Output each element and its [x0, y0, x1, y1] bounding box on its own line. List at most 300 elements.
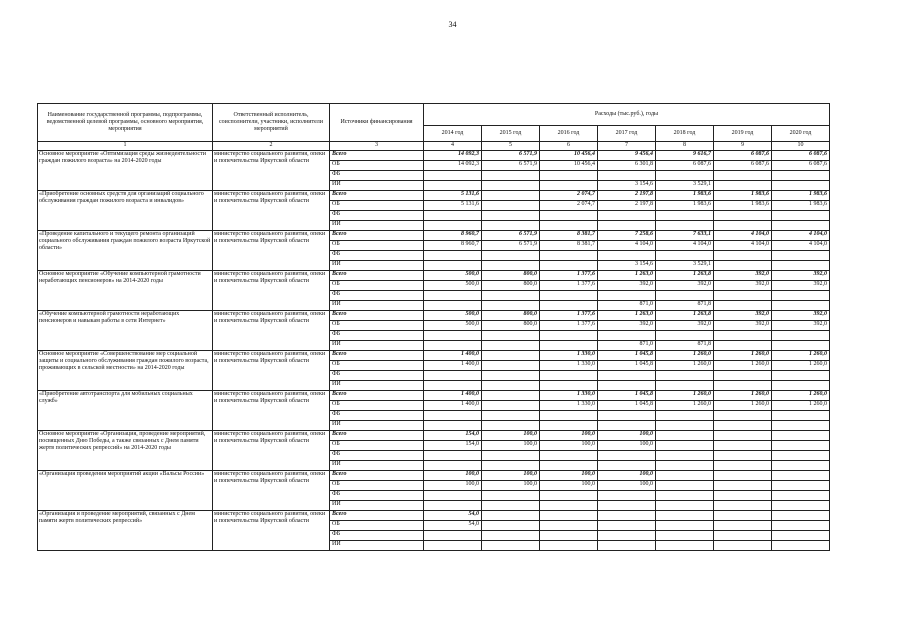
- budget-table: [37, 103, 830, 551]
- amount-cell: [482, 191, 540, 201]
- amount-cell: [772, 261, 830, 271]
- funding-source: ФБ: [330, 331, 424, 341]
- amount-cell: 1 400,0: [424, 361, 482, 371]
- amount-cell: [714, 341, 772, 351]
- amount-cell: 1 377,6: [540, 321, 598, 331]
- header-year: 2019 год: [714, 126, 772, 142]
- amount-cell: 392,0: [714, 271, 772, 281]
- amount-cell: [540, 301, 598, 311]
- amount-cell: [772, 211, 830, 221]
- responsible-executor: министерство социального развития, опеки и попечительства Иркутской области: [213, 271, 330, 311]
- funding-source: ИИ: [330, 381, 424, 391]
- funding-source: ОБ: [330, 521, 424, 531]
- amount-cell: 1 260,0: [714, 361, 772, 371]
- amount-cell: [714, 251, 772, 261]
- amount-cell: [714, 531, 772, 541]
- amount-cell: [482, 541, 540, 551]
- amount-cell: [772, 251, 830, 261]
- amount-cell: [424, 341, 482, 351]
- amount-cell: 4 104,0: [598, 241, 656, 251]
- header-executor: Ответственный исполнитель, соисполнители, участники, исполнители мероприятий: [213, 104, 330, 142]
- amount-cell: [656, 441, 714, 451]
- amount-cell: [656, 171, 714, 181]
- amount-cell: [540, 261, 598, 271]
- amount-cell: 54,0: [424, 511, 482, 521]
- funding-source: Всего: [330, 231, 424, 241]
- amount-cell: [540, 461, 598, 471]
- amount-cell: [540, 341, 598, 351]
- amount-cell: [424, 451, 482, 461]
- responsible-executor: министерство социального развития, опеки и попечительства Иркутской области: [213, 351, 330, 391]
- amount-cell: 1 377,6: [540, 271, 598, 281]
- amount-cell: 800,0: [482, 311, 540, 321]
- amount-cell: [714, 261, 772, 271]
- amount-cell: 6 087,6: [656, 161, 714, 171]
- amount-cell: [598, 411, 656, 421]
- amount-cell: 392,0: [772, 281, 830, 291]
- column-number: 3: [330, 142, 424, 151]
- amount-cell: [424, 531, 482, 541]
- activity-name: Основное мероприятие «Совершенствование мер социальной защиты и социального обслуживания граждан пожилого возраста, проживающих в сельской местности» на 2014-2020 годы: [38, 351, 213, 391]
- amount-cell: [772, 291, 830, 301]
- amount-cell: 3 154,6: [598, 261, 656, 271]
- amount-cell: [424, 501, 482, 511]
- funding-source: Всего: [330, 471, 424, 481]
- amount-cell: [424, 221, 482, 231]
- amount-cell: [656, 451, 714, 461]
- amount-cell: [424, 171, 482, 181]
- column-number: 5: [482, 142, 540, 151]
- amount-cell: [656, 211, 714, 221]
- amount-cell: [598, 501, 656, 511]
- amount-cell: 6 087,6: [772, 151, 830, 161]
- amount-cell: 1 260,0: [772, 391, 830, 401]
- amount-cell: 100,0: [540, 441, 598, 451]
- amount-cell: [482, 341, 540, 351]
- funding-source: ОБ: [330, 481, 424, 491]
- amount-cell: [424, 181, 482, 191]
- amount-cell: 392,0: [714, 281, 772, 291]
- amount-cell: [598, 461, 656, 471]
- amount-cell: [540, 521, 598, 531]
- amount-cell: [714, 441, 772, 451]
- amount-cell: [714, 541, 772, 551]
- funding-source: ФБ: [330, 371, 424, 381]
- amount-cell: [772, 181, 830, 191]
- amount-cell: 1 045,8: [598, 351, 656, 361]
- amount-cell: [656, 501, 714, 511]
- amount-cell: 6 571,9: [482, 161, 540, 171]
- amount-cell: 2 197,8: [598, 201, 656, 211]
- amount-cell: 9 616,7: [656, 151, 714, 161]
- header-sources: Источники финансирования: [330, 104, 424, 142]
- amount-cell: 1 330,0: [540, 351, 598, 361]
- amount-cell: [714, 491, 772, 501]
- funding-source: Всего: [330, 191, 424, 201]
- amount-cell: [714, 421, 772, 431]
- amount-cell: 871,8: [656, 301, 714, 311]
- amount-cell: [714, 181, 772, 191]
- amount-cell: [540, 511, 598, 521]
- amount-cell: 1 983,6: [714, 191, 772, 201]
- amount-cell: [424, 541, 482, 551]
- funding-source: ФБ: [330, 291, 424, 301]
- amount-cell: [598, 371, 656, 381]
- amount-cell: 5 131,6: [424, 191, 482, 201]
- amount-cell: 1 260,0: [772, 401, 830, 411]
- activity-name: «Организация и проведение мероприятий, связанных с Днем памяти жертв политических репрессий»: [38, 511, 213, 551]
- amount-cell: [482, 501, 540, 511]
- amount-cell: 1 260,0: [656, 391, 714, 401]
- amount-cell: 7 258,6: [598, 231, 656, 241]
- amount-cell: 8 381,7: [540, 231, 598, 241]
- table-row: [38, 311, 830, 321]
- amount-cell: [772, 381, 830, 391]
- amount-cell: [772, 441, 830, 451]
- amount-cell: 1 330,0: [540, 401, 598, 411]
- amount-cell: [598, 421, 656, 431]
- amount-cell: [540, 381, 598, 391]
- funding-source: ИИ: [330, 181, 424, 191]
- funding-source: ОБ: [330, 201, 424, 211]
- column-number: 2: [213, 142, 330, 151]
- amount-cell: 1 263,8: [656, 311, 714, 321]
- amount-cell: 2 074,7: [540, 191, 598, 201]
- amount-cell: 6 301,8: [598, 161, 656, 171]
- table-row: [38, 191, 830, 201]
- amount-cell: 100,0: [482, 471, 540, 481]
- activity-name: «Обучение компьютерной грамотности неработающих пенсионеров и навыкам работы в сети Интернет»: [38, 311, 213, 351]
- amount-cell: [482, 181, 540, 191]
- amount-cell: [714, 301, 772, 311]
- activity-name: «Приобретение основных средств для организаций социального обслуживания граждан пожилого возраста и инвалидов»: [38, 191, 213, 231]
- funding-source: ИИ: [330, 261, 424, 271]
- amount-cell: [424, 371, 482, 381]
- amount-cell: [598, 511, 656, 521]
- amount-cell: 800,0: [482, 321, 540, 331]
- amount-cell: [482, 381, 540, 391]
- amount-cell: [772, 301, 830, 311]
- amount-cell: [714, 221, 772, 231]
- amount-cell: 1 045,8: [598, 391, 656, 401]
- amount-cell: [540, 411, 598, 421]
- amount-cell: 4 104,0: [656, 241, 714, 251]
- amount-cell: 54,0: [424, 521, 482, 531]
- amount-cell: [482, 371, 540, 381]
- activity-name: «Приобретение автотранспорта для мобильных социальных служб»: [38, 391, 213, 431]
- funding-source: ОБ: [330, 441, 424, 451]
- amount-cell: 1 263,8: [656, 271, 714, 281]
- amount-cell: 100,0: [598, 481, 656, 491]
- amount-cell: 1 330,0: [540, 391, 598, 401]
- amount-cell: [540, 421, 598, 431]
- amount-cell: [540, 331, 598, 341]
- amount-cell: 10 456,4: [540, 161, 598, 171]
- funding-source: ФБ: [330, 451, 424, 461]
- amount-cell: 871,0: [598, 301, 656, 311]
- amount-cell: 3 154,6: [598, 181, 656, 191]
- funding-source: Всего: [330, 431, 424, 441]
- amount-cell: 14 092,3: [424, 161, 482, 171]
- amount-cell: [540, 531, 598, 541]
- amount-cell: 392,0: [772, 271, 830, 281]
- amount-cell: [540, 291, 598, 301]
- amount-cell: 1 260,0: [772, 361, 830, 371]
- amount-cell: [772, 521, 830, 531]
- funding-source: ОБ: [330, 361, 424, 371]
- amount-cell: 1 983,6: [656, 201, 714, 211]
- amount-cell: [598, 211, 656, 221]
- table-row: [38, 351, 830, 361]
- amount-cell: [540, 221, 598, 231]
- amount-cell: [482, 331, 540, 341]
- amount-cell: 14 092,3: [424, 151, 482, 161]
- amount-cell: 5 131,6: [424, 201, 482, 211]
- header-name: Наименование государственной программы, подпрограммы, ведомственной целевой программы, основного мероприятия, мероприятия: [38, 104, 213, 142]
- amount-cell: [714, 481, 772, 491]
- funding-source: ИИ: [330, 221, 424, 231]
- amount-cell: [482, 511, 540, 521]
- amount-cell: [714, 431, 772, 441]
- header-year: 2016 год: [540, 126, 598, 142]
- activity-name: «Проведение капитального и текущего ремонта организаций социального обслуживания граждан пожилого возраста Иркутской области»: [38, 231, 213, 271]
- funding-source: ИИ: [330, 501, 424, 511]
- amount-cell: [656, 531, 714, 541]
- amount-cell: [714, 171, 772, 181]
- amount-cell: 100,0: [540, 471, 598, 481]
- amount-cell: 100,0: [540, 481, 598, 491]
- amount-cell: 9 456,4: [598, 151, 656, 161]
- responsible-executor: министерство социального развития, опеки и попечительства Иркутской области: [213, 191, 330, 231]
- header-expenses: Расходы (тыс.руб.), годы: [424, 104, 830, 126]
- amount-cell: 2 074,7: [540, 201, 598, 211]
- amount-cell: 100,0: [598, 431, 656, 441]
- funding-source: ОБ: [330, 321, 424, 331]
- funding-source: ИИ: [330, 421, 424, 431]
- amount-cell: 392,0: [714, 321, 772, 331]
- funding-source: ФБ: [330, 411, 424, 421]
- amount-cell: [482, 261, 540, 271]
- amount-cell: [656, 471, 714, 481]
- table-row: [38, 431, 830, 441]
- amount-cell: 6 571,9: [482, 231, 540, 241]
- column-number: 9: [714, 142, 772, 151]
- amount-cell: [482, 421, 540, 431]
- amount-cell: [772, 421, 830, 431]
- amount-cell: [482, 401, 540, 411]
- amount-cell: 1 045,8: [598, 361, 656, 371]
- amount-cell: [772, 331, 830, 341]
- amount-cell: [482, 291, 540, 301]
- amount-cell: 500,0: [424, 281, 482, 291]
- amount-cell: 800,0: [482, 271, 540, 281]
- table-row: [38, 391, 830, 401]
- amount-cell: [656, 481, 714, 491]
- funding-source: ФБ: [330, 251, 424, 261]
- funding-source: ИИ: [330, 461, 424, 471]
- column-number: 4: [424, 142, 482, 151]
- amount-cell: [540, 171, 598, 181]
- amount-cell: 1 045,8: [598, 401, 656, 411]
- responsible-executor: министерство социального развития, опеки и попечительства Иркутской области: [213, 231, 330, 271]
- amount-cell: 1 983,6: [714, 201, 772, 211]
- amount-cell: 10 456,4: [540, 151, 598, 161]
- amount-cell: 8 960,7: [424, 231, 482, 241]
- amount-cell: [656, 431, 714, 441]
- amount-cell: [772, 411, 830, 421]
- amount-cell: [714, 521, 772, 531]
- amount-cell: 100,0: [482, 481, 540, 491]
- amount-cell: 4 104,0: [772, 241, 830, 251]
- amount-cell: [424, 381, 482, 391]
- amount-cell: [424, 261, 482, 271]
- amount-cell: [714, 511, 772, 521]
- funding-source: Всего: [330, 391, 424, 401]
- amount-cell: 1 983,6: [772, 191, 830, 201]
- amount-cell: 1 260,0: [714, 401, 772, 411]
- amount-cell: [772, 501, 830, 511]
- funding-source: Всего: [330, 511, 424, 521]
- funding-source: Всего: [330, 351, 424, 361]
- amount-cell: [656, 511, 714, 521]
- amount-cell: [540, 371, 598, 381]
- amount-cell: [482, 451, 540, 461]
- amount-cell: 100,0: [482, 431, 540, 441]
- responsible-executor: министерство социального развития, опеки и попечительства Иркутской области: [213, 471, 330, 511]
- amount-cell: 1 260,0: [714, 391, 772, 401]
- amount-cell: [656, 291, 714, 301]
- amount-cell: [656, 221, 714, 231]
- table-row: [38, 271, 830, 281]
- amount-cell: 1 260,0: [656, 351, 714, 361]
- amount-cell: 500,0: [424, 321, 482, 331]
- funding-source: ОБ: [330, 241, 424, 251]
- amount-cell: [714, 331, 772, 341]
- amount-cell: [656, 521, 714, 531]
- amount-cell: 100,0: [424, 481, 482, 491]
- responsible-executor: министерство социального развития, опеки и попечительства Иркутской области: [213, 151, 330, 191]
- amount-cell: [772, 481, 830, 491]
- funding-source: ФБ: [330, 171, 424, 181]
- amount-cell: [772, 431, 830, 441]
- amount-cell: 154,0: [424, 441, 482, 451]
- amount-cell: [540, 211, 598, 221]
- amount-cell: [482, 491, 540, 501]
- activity-name: Основное мероприятие «Обучение компьютерной грамотности неработающих пенсионеров» на 2014-2020 годы: [38, 271, 213, 311]
- amount-cell: 1 260,0: [772, 351, 830, 361]
- amount-cell: [656, 461, 714, 471]
- amount-cell: 7 633,1: [656, 231, 714, 241]
- amount-cell: [656, 541, 714, 551]
- amount-cell: [714, 381, 772, 391]
- amount-cell: 3 529,1: [656, 181, 714, 191]
- amount-cell: [714, 471, 772, 481]
- amount-cell: [482, 301, 540, 311]
- amount-cell: [656, 421, 714, 431]
- amount-cell: [772, 221, 830, 231]
- amount-cell: [424, 211, 482, 221]
- amount-cell: [482, 531, 540, 541]
- header-year: 2014 год: [424, 126, 482, 142]
- amount-cell: [482, 411, 540, 421]
- amount-cell: 4 104,0: [714, 231, 772, 241]
- table-row: [38, 231, 830, 241]
- amount-cell: 392,0: [772, 311, 830, 321]
- amount-cell: [714, 211, 772, 221]
- activity-name: Основное мероприятие «Организация, проведение мероприятий, посвященных Дню Победы, а также связанных с Днем памяти жертв политических репрессий» на 2014-2020 годы: [38, 431, 213, 471]
- amount-cell: [482, 521, 540, 531]
- funding-source: Всего: [330, 151, 424, 161]
- amount-cell: [540, 501, 598, 511]
- amount-cell: 1 330,0: [540, 361, 598, 371]
- funding-source: ОБ: [330, 281, 424, 291]
- amount-cell: 4 104,0: [772, 231, 830, 241]
- amount-cell: [598, 531, 656, 541]
- amount-cell: 1 400,0: [424, 391, 482, 401]
- amount-cell: [540, 491, 598, 501]
- amount-cell: 871,8: [656, 341, 714, 351]
- amount-cell: [772, 171, 830, 181]
- amount-cell: 1 263,0: [598, 271, 656, 281]
- amount-cell: [772, 511, 830, 521]
- column-number: 7: [598, 142, 656, 151]
- amount-cell: 500,0: [424, 271, 482, 281]
- funding-source: Всего: [330, 271, 424, 281]
- amount-cell: [482, 391, 540, 401]
- amount-cell: 392,0: [714, 311, 772, 321]
- amount-cell: 1 400,0: [424, 401, 482, 411]
- column-number: 10: [772, 142, 830, 151]
- amount-cell: 871,0: [598, 341, 656, 351]
- table-row: [38, 151, 830, 161]
- responsible-executor: министерство социального развития, опеки и попечительства Иркутской области: [213, 431, 330, 471]
- amount-cell: [482, 171, 540, 181]
- amount-cell: 1 377,6: [540, 281, 598, 291]
- amount-cell: 1 400,0: [424, 351, 482, 361]
- amount-cell: 6 571,9: [482, 241, 540, 251]
- amount-cell: [598, 541, 656, 551]
- amount-cell: [656, 331, 714, 341]
- amount-cell: [656, 251, 714, 261]
- responsible-executor: министерство социального развития, опеки и попечительства Иркутской области: [213, 391, 330, 431]
- amount-cell: 100,0: [482, 441, 540, 451]
- amount-cell: 4 104,0: [714, 241, 772, 251]
- amount-cell: 8 381,7: [540, 241, 598, 251]
- amount-cell: [482, 251, 540, 261]
- amount-cell: 6 571,9: [482, 151, 540, 161]
- funding-source: Всего: [330, 311, 424, 321]
- amount-cell: [598, 221, 656, 231]
- amount-cell: [424, 421, 482, 431]
- amount-cell: 392,0: [772, 321, 830, 331]
- amount-cell: [482, 221, 540, 231]
- amount-cell: [424, 331, 482, 341]
- amount-cell: [482, 211, 540, 221]
- amount-cell: [714, 461, 772, 471]
- amount-cell: [540, 251, 598, 261]
- amount-cell: [714, 291, 772, 301]
- column-number: 8: [656, 142, 714, 151]
- amount-cell: [424, 301, 482, 311]
- header-year: 2015 год: [482, 126, 540, 142]
- amount-cell: 3 529,1: [656, 261, 714, 271]
- amount-cell: 1 983,6: [656, 191, 714, 201]
- column-number: 6: [540, 142, 598, 151]
- amount-cell: [656, 371, 714, 381]
- amount-cell: 1 263,0: [598, 311, 656, 321]
- header-year: 2018 год: [656, 126, 714, 142]
- amount-cell: [482, 461, 540, 471]
